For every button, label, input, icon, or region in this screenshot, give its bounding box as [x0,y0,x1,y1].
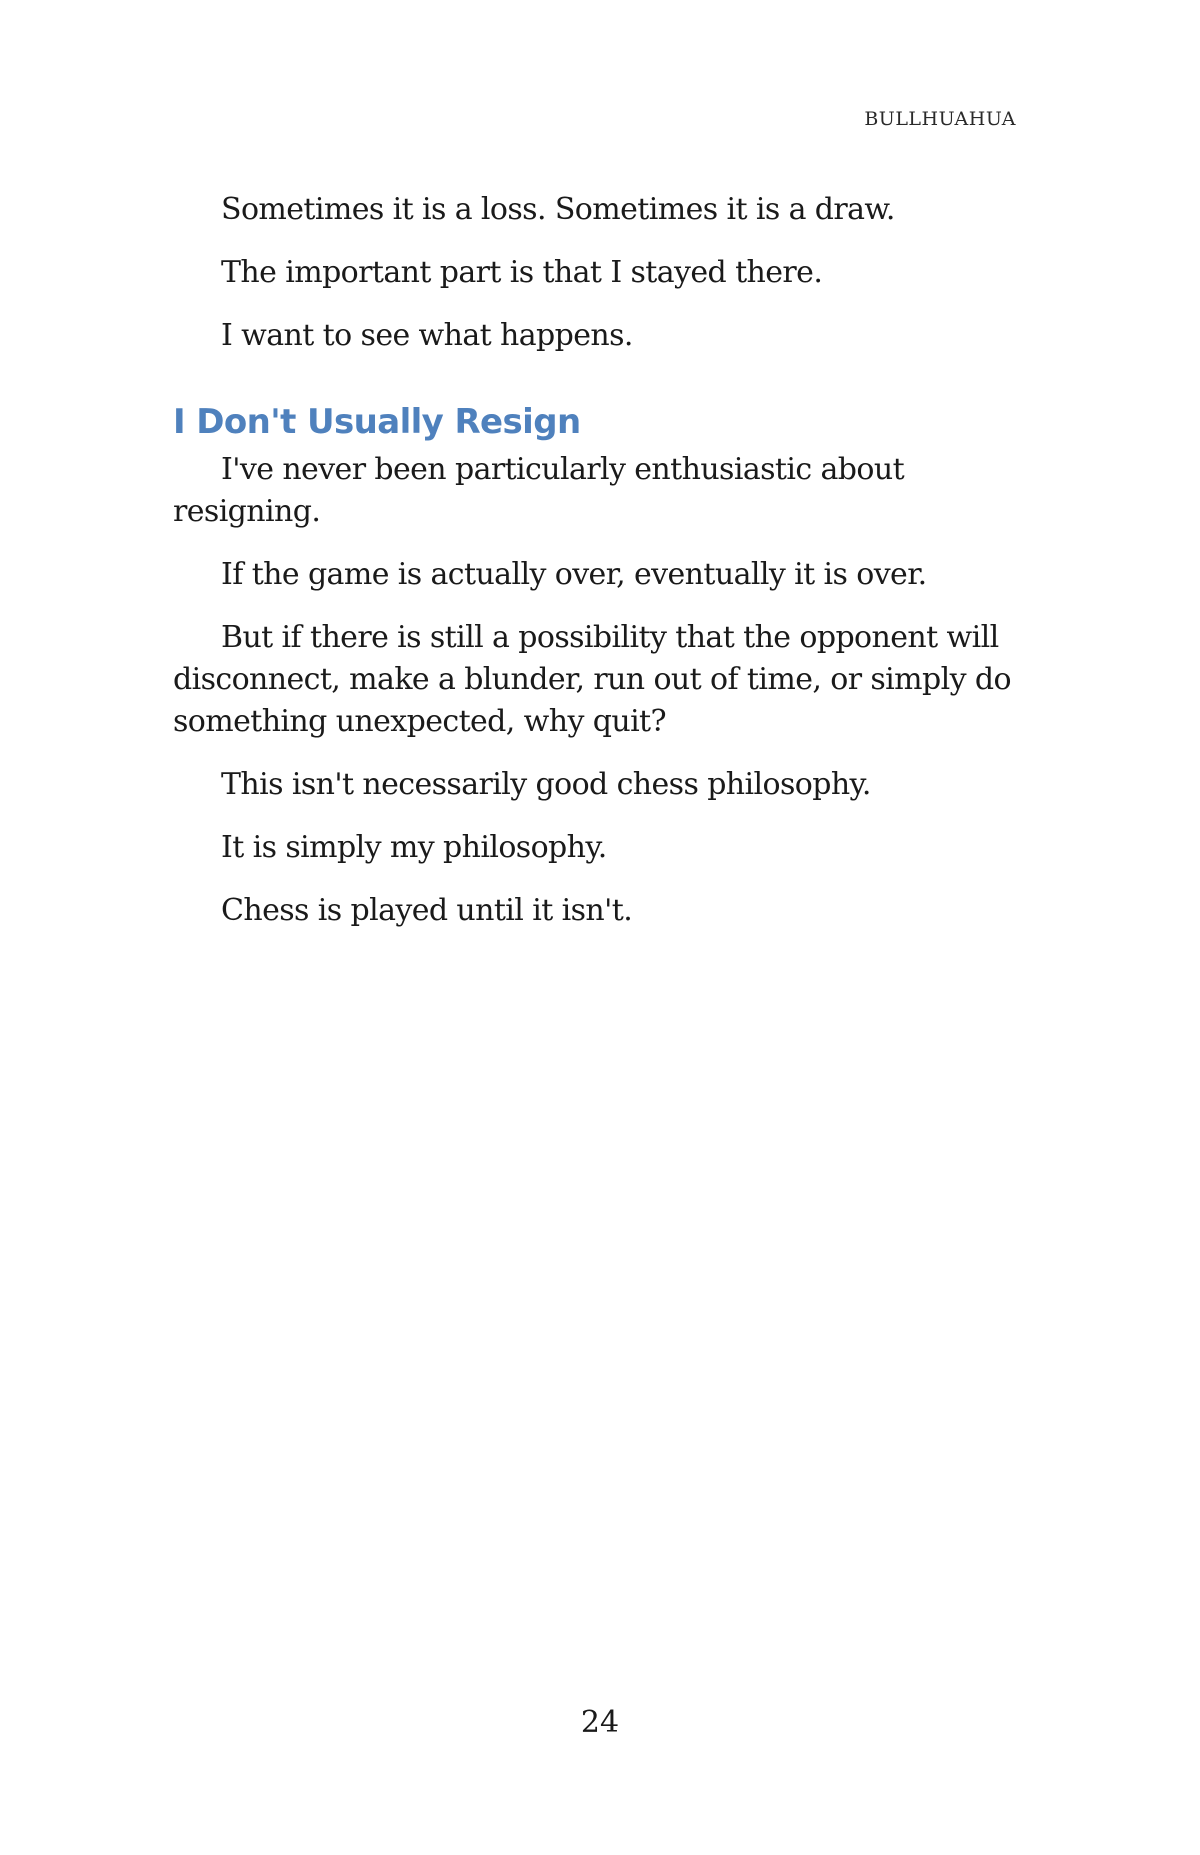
section-heading: I Don't Usually Resign [173,402,581,442]
body-paragraph: Chess is played until it isn't. [221,893,633,928]
body-paragraph: I want to see what happens. [221,318,633,353]
page-body [173,189,1033,953]
running-header: BULLHUAHUA [864,108,1016,130]
body-paragraph: But if there is still a possibility that the opponent will disconnect, make a blunder, run out of time, or simply do something unexpected, why quit? [173,620,1011,739]
body-paragraph: This isn't necessarily good chess philosophy. [221,767,871,802]
body-paragraph: I've never been particularly enthusiastic about resigning. [173,452,905,529]
body-paragraph: It is simply my philosophy. [221,830,607,865]
body-paragraph: If the game is actually over, eventually it is over. [221,557,927,592]
page-number: 24 [580,1705,620,1740]
body-paragraph: Sometimes it is a loss. Sometimes it is a draw. [221,192,895,227]
body-paragraph: The important part is that I stayed there. [221,255,823,290]
